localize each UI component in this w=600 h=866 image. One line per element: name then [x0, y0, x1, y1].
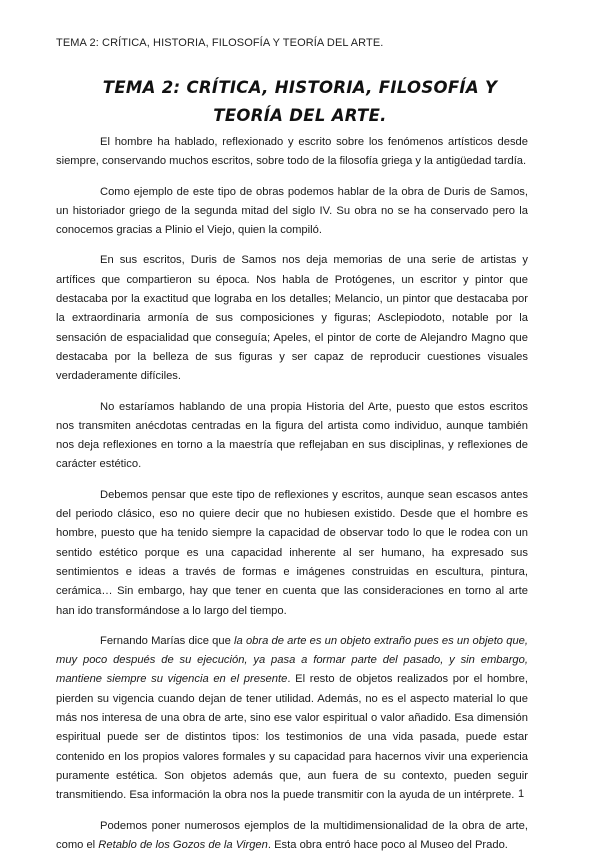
title-line-1: TEMA 2: CRÍTICA, HISTORIA, FILOSOFÍA Y	[102, 78, 498, 97]
paragraph-6	[56, 632, 528, 806]
paragraph-7-end: . Esta obra entró hace poco al Museo del Prado.	[267, 838, 508, 851]
paragraph-2: Como ejemplo de este tipo de obras podemos hablar de la obra de Duris de Samos, un historiador griego de la segunda mitad del siglo IV. Su obra no se ha conservado pero la conocemos gracias a Plinio el Viejo, quien la compiló.	[56, 185, 528, 237]
paragraph-3: En sus escritos, Duris de Samos nos deja memorias de una serie de artistas y artífices que compartieron su época. Nos habla de Protógenes, un escritor y pintor que destacaba por la exactitud que lograba en los detalles; Melancio, un pintor que destacaba por la extraordinaria armonía de sus composiciones y figuras; Asclepiodoto, notable por la sensación de espacialidad que conseguía; Apeles, el pintor de corte de Alejandro Magno que destacaba por la belleza de sus figuras y ser capaz de reproducir cuestiones visuales verdaderamente difíciles.	[56, 254, 528, 383]
paragraph-4: No estaríamos hablando de una propia Historia del Arte, puesto que estos escritos nos transmiten anécdotas centradas en la figura del artista como individuo, aunque también nos deja reflexiones en torno a la maestría que reflejaban en sus disciplinas, y reflexiones de carácter estético.	[56, 400, 528, 471]
page-title	[60, 74, 540, 130]
paragraph-6-start: Fernando Marías dice que	[100, 634, 235, 647]
paragraph-5: Debemos pensar que este tipo de reflexiones y escritos, aunque sean escasos antes del periodo clásico, eso no quiere decir que no hubiesen existido. Desde que el hombre es hombre, puesto que ha tenido siempre la capacidad de observar todo lo que le rodea con un sentido estético porque es una capacidad inherente al ser humano, ha expresado sus sentimientos e ideas a través de formas e imágenes construidas en escultura, pintura, cerámica… Sin embargo, hay que tener en cuenta que las consideraciones en torno al arte han ido transformándose a lo largo del tiempo.	[56, 488, 528, 617]
paragraph-7-start: Podemos poner numerosos ejemplos de la multidimensionalidad de la obra de arte, como el	[56, 819, 528, 851]
marias-quote: la obra de arte es un objeto extraño pues es un objeto que, muy poco después de su ejecución, ya pasa a formar parte del pasado, y sin embargo, mantiene siempre su vigencia en el presente	[56, 634, 528, 686]
running-header: TEMA 2: CRÍTICA, HISTORIA, FILOSOFÍA Y TEORÍA DEL ARTE.	[56, 37, 384, 49]
paragraph-7	[56, 817, 528, 856]
paragraph-1: El hombre ha hablado, reflexionado y escrito sobre los fenómenos artísticos desde siempre, conservando muchos escritos, sobre todo de la filosofía griega y la antigüedad tardía.	[56, 136, 528, 168]
paragraph-6-end: . El resto de objetos realizados por el hombre, pierden su vigencia cuando dejan de tener utilidad. Además, no es el aspecto material lo que más nos interesa de una obra de arte, sino ese valor espiritual o valor añadido. Esa dimensión espiritual puede ser de distintos tipos: los testimonios de una vida pasada, puede estar contenido en los propios valores formales y su capacidad para hacernos vivir una experiencia puramente estética. Son objetos además que, aun fuera de su contexto, pueden seguir transmitiendo. Esa información la obra nos la puede transmitir con la ayuda de un intérprete.	[56, 673, 528, 802]
artwork-title: Retablo de los Gozos de la Virgen	[98, 838, 268, 851]
page-number: 1	[518, 788, 525, 800]
title-line-2: TEORÍA DEL ARTE.	[213, 106, 387, 125]
body-text	[56, 133, 528, 866]
